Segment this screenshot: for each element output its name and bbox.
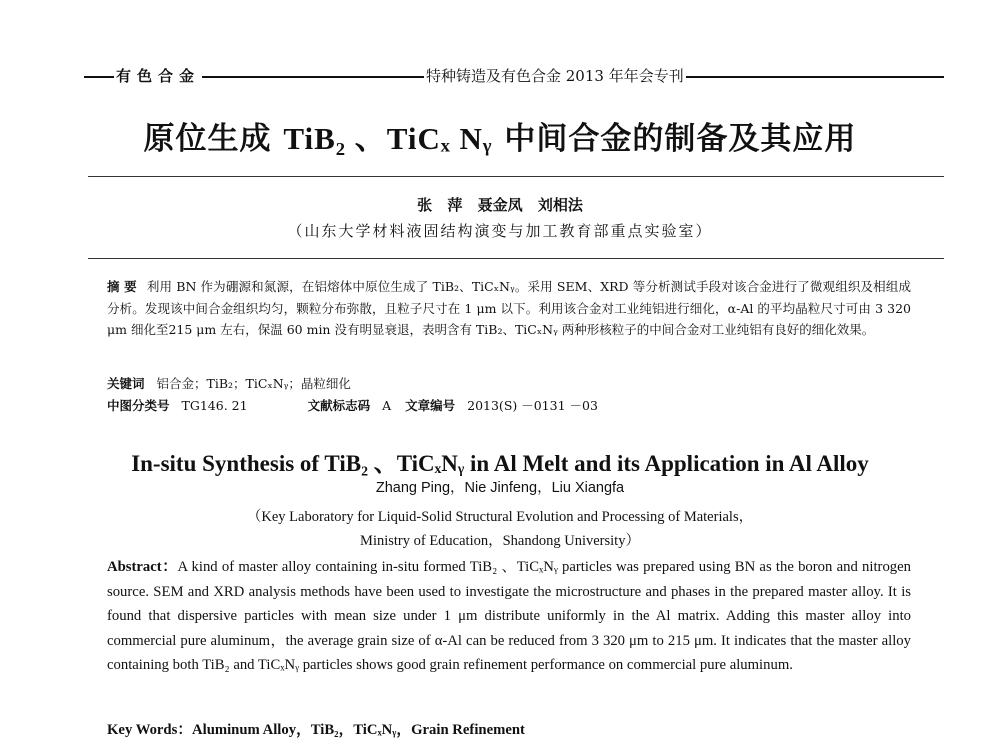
clc-value: TG146. 21: [181, 398, 248, 413]
title-prefix: 原位生成: [143, 121, 284, 157]
abstract-label-cn: 摘 要: [107, 279, 137, 294]
title-chinese: [0, 113, 1000, 158]
abstract-text-cn: 利用 BN 作为硼源和氮源，在铝熔体中原位生成了 TiB₂、TiCₓNᵧ。采用 SEM、XRD 等分析测试手段对该合金进行了微观组织及相组成分析。发现该中间合金组织均匀，颗粒分布弥散，且粒子尺寸在 1 μm 以下。利用该合金对工业纯铝进行细化，α-Al 的平均晶粒尺寸可由 3 320 μm 细化至215 μm 左右，保温 60 min 没有明显衰退，表明含有 TiB₂、TiCₓNᵧ 两种形核粒子的中间合金对工业纯铝有良好的细化效果。: [107, 279, 911, 337]
doc-code-value: A: [382, 398, 392, 413]
affiliation-chinese: （山东大学材料液固结构演变与加工教育部重点实验室）: [287, 222, 713, 240]
doc-code-label: 文献标志码: [307, 398, 371, 413]
journal-name: 有色合金: [114, 62, 202, 90]
abstract-label-en: Abstract：: [107, 559, 178, 575]
keywords-english: Key Words：Aluminum Alloy，TiB₂，TiCₓNᵧ，Grain Refinement: [107, 722, 525, 738]
clc-label: 中图分类号: [107, 398, 170, 413]
keywords-chinese: [107, 374, 351, 394]
authors-english: Zhang Ping，Nie Jinfeng，Liu Xiangfa: [375, 480, 625, 496]
article-number-value: 2013(S) －0131 －03: [467, 398, 598, 413]
title-english: In-situ Synthesis of TiB₂ 、TiCₓNᵧ in Al Melt and its Application in Al Alloy: [131, 451, 869, 476]
title-suffix: 中间合金的制备及其应用: [492, 121, 857, 157]
affiliation-english-line1: （Key Laboratory for Liquid-Solid Structural Evolution and Processing of Materials，: [246, 509, 754, 525]
classification-line: [107, 396, 598, 416]
divider-top: [88, 176, 944, 177]
article-number-label: 文章编号: [405, 398, 456, 413]
abstract-english: [107, 555, 911, 678]
title-formula: TiB₂ 、TiCₓ Nᵧ: [283, 121, 493, 156]
abstract-chinese: [107, 276, 911, 341]
keywords-label-cn: 关键词: [107, 376, 145, 391]
keywords-text-cn: 铝合金；TiB₂；TiCₓNᵧ；晶粒细化: [156, 376, 351, 391]
abstract-text-en: A kind of master alloy containing in-situ formed TiB₂ 、TiCₓNᵧ particles was prepared using BN as the boron and nitrogen source. SEM and XRD analysis methods have been used to investigate the microstructure and phases in the prepared master alloy. It is found that dispersive particles with mean size under 1 μm distribute uniformly in the Al matrix. Adding this master alloy into commercial pure aluminum，the average grain size of α-Al can be reduced from 3 320 μm to 215 μm. It indicates that the master alloy containing both TiB₂ and TiCₓNᵧ particles shows good grain refinement performance on commercial pure aluminum.: [107, 559, 911, 674]
authors-chinese: 张 萍 聂金凤 刘相法: [417, 196, 583, 214]
affiliation-english-line2: Ministry of Education，Shandong University）: [360, 533, 640, 549]
issue-title: 特种铸造及有色合金 2013 年年会专刊: [424, 62, 686, 90]
running-header: [84, 62, 944, 90]
divider-middle: [88, 258, 944, 259]
